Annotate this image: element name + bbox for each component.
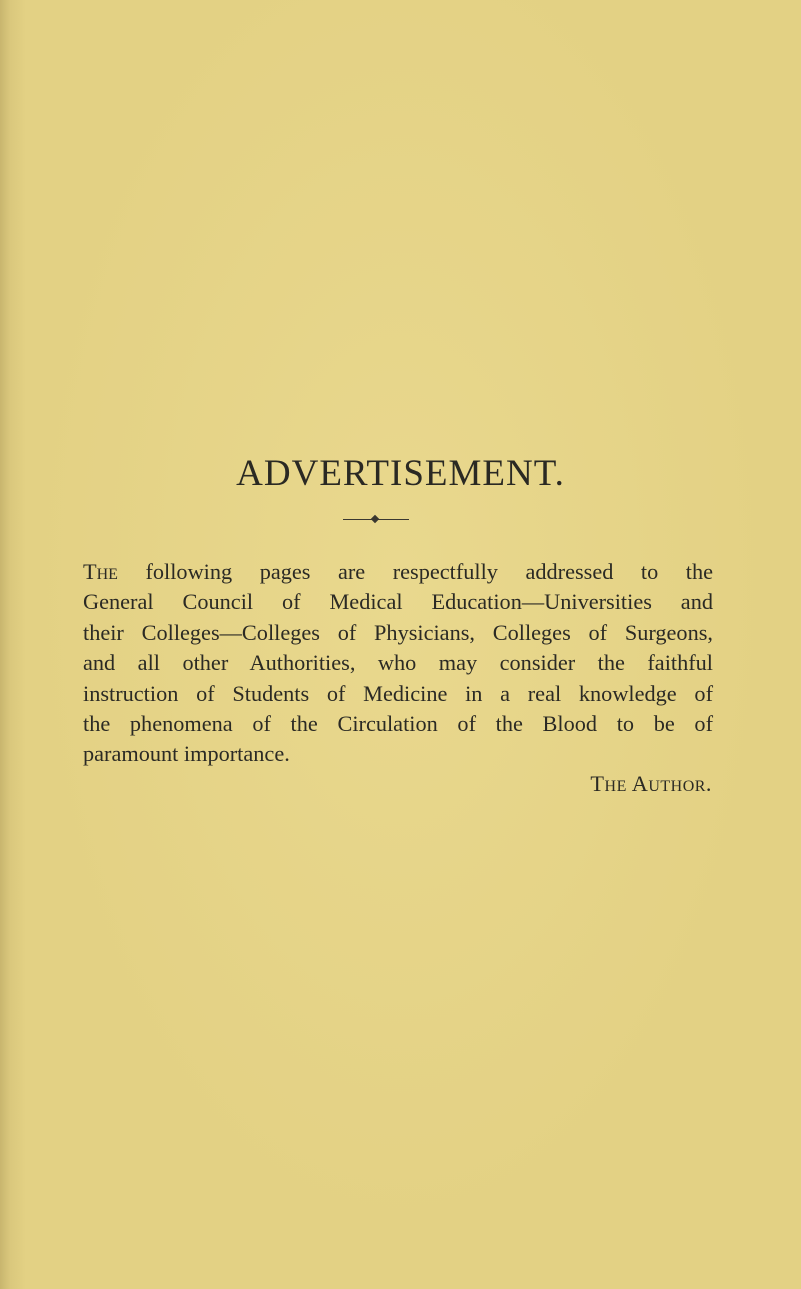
paragraph-line: their Colleges—Colleges of Physicians, Colleges of Surgeons, bbox=[83, 619, 713, 645]
paragraph-line: General Council of Medical Education—Universities and bbox=[83, 589, 713, 615]
paragraph-line: The following pages are respectfully addressed to the bbox=[83, 559, 713, 584]
ornamental-rule bbox=[343, 512, 409, 528]
paragraph-line: instruction of Students of Medicine in a real knowledge of bbox=[83, 680, 713, 706]
paragraph-line: and all other Authorities, who may consider the faithful bbox=[83, 650, 713, 676]
diamond-ornament-icon bbox=[371, 515, 379, 523]
author-signature: The Author. bbox=[590, 771, 712, 796]
opening-word: The bbox=[83, 559, 118, 584]
advertisement-paragraph bbox=[83, 557, 713, 770]
paragraph-line: the phenomena of the Circulation of the Blood to be of bbox=[83, 711, 713, 737]
paragraph-line: paramount importance. bbox=[83, 741, 290, 767]
page-title: ADVERTISEMENT. bbox=[236, 453, 565, 494]
